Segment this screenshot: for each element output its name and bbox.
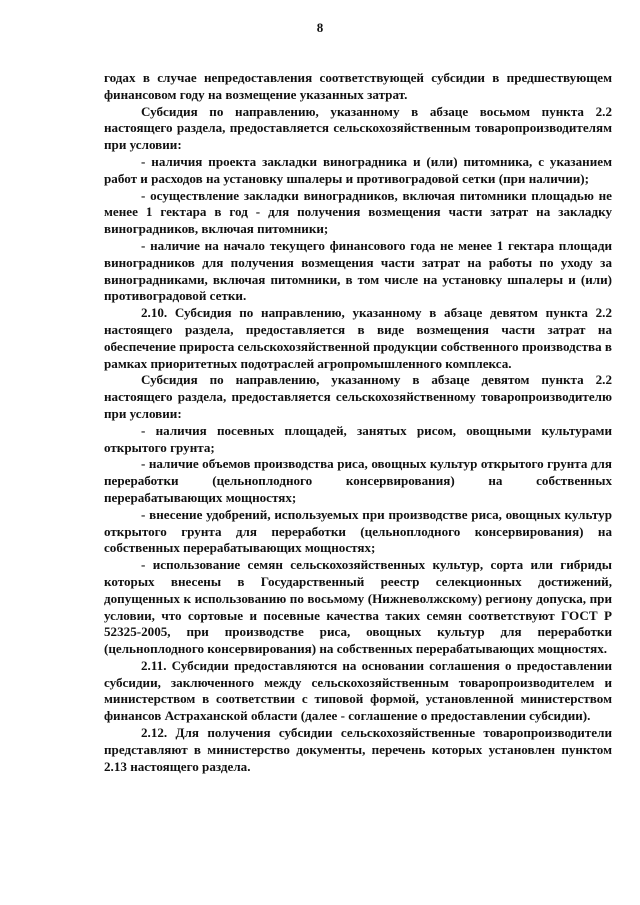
list-item: - осуществление закладки виноградников, включая питомники площадью не менее 1 гектара в год - для получения возмещения части затрат на закладку виноградников, включая питомники; [104,187,612,237]
list-item: - использование семян сельскохозяйственных культур, сорта или гибриды которых внесены в Государственный реестр селекционных достижений, допущенных к использованию по восьмому (Нижневолжскому) региону допуска, при условии, что сортовые и посевные качества таких семян соответствуют ГОСТ Р 52325-2005, при производстве риса, овощных культур для переработки (цельноплодного консервирования) на собственных перерабатывающих мощностях. [104,557,612,657]
paragraph-2-10: 2.10. Субсидия по направлению, указанному в абзаце девятом пункта 2.2 настоящего раздела, предоставляется в виде возмещения части затрат на обеспечение прироста сельскохозяйственной продукции собственного производства в рамках приоритетных подотраслей агропромышленного комплекса. [104,305,612,371]
paragraph-rice-subsidy-conditions: Субсидия по направлению, указанному в абзаце девятом пункта 2.2 настоящего раздела, предоставляется сельскохозяйственному товаропроизводителю при условии: [104,372,612,421]
list-item: - наличие объемов производства риса, овощных культур открытого грунта для переработки (цельноплодного консервирования) на собственных перерабатывающих мощностях; [104,456,612,505]
list-item: - внесение удобрений, используемых при производстве риса, овощных культур открытого грунта для переработки (цельноплодного консервирования) на собственных перерабатывающих мощностях; [104,506,612,556]
list-item: - наличия посевных площадей, занятых рисом, овощными культурами открытого грунта; [104,422,612,455]
page-number: 8 [316,20,324,35]
list-item: - наличия проекта закладки виноградника и (или) питомника, с указанием работ и расходов на установку шпалеры и противоградовой сетки (при наличии); [104,153,612,186]
paragraph-continuation: годах в случае непредоставления соответствующей субсидии в предшествующем финансовом году на возмещение указанных затрат. [104,70,612,102]
paragraph-2-12: 2.12. Для получения субсидии сельскохозяйственные товаропроизводители представляют в министерство документы, перечень которых установлен пунктом 2.13 настоящего раздела. [104,725,612,774]
paragraph-2-11: 2.11. Субсидии предоставляются на основании соглашения о предоставлении субсидии, заключенного между сельскохозяйственным товаропроизводителем и министерством в соответствии с типовой формой, установленной министерством финансов Астраханской области (далее - соглашение о предоставлении субсидии). [104,657,612,724]
list-item: - наличие на начало текущего финансового года не менее 1 гектара площади виноградников для получения возмещения части затрат на работы по уходу за виноградниками, включая питомники, в том числе на установку шпалеры и (или) противоградовой сетки. [104,237,612,304]
paragraph-grape-subsidy-conditions: Субсидия по направлению, указанному в абзаце восьмом пункта 2.2 настоящего раздела, предоставляется сельскохозяйственным товаропроизводителям при условии: [104,103,612,153]
document-body [104,70,612,775]
